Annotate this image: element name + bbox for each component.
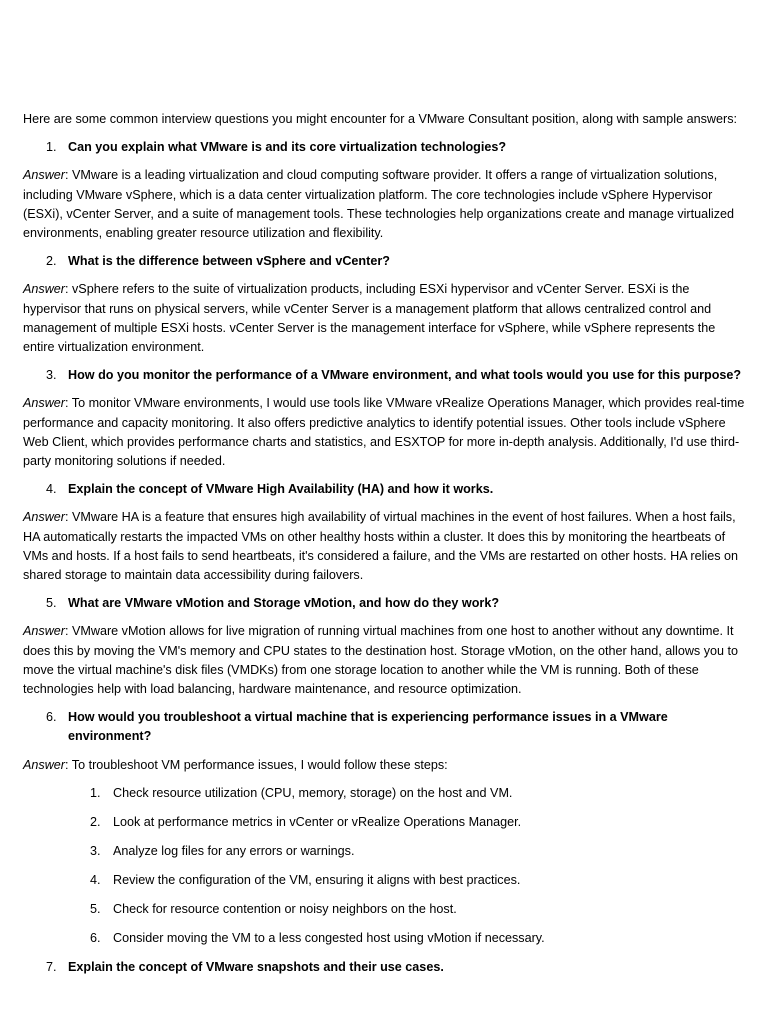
step-text: Review the configuration of the VM, ensuring it aligns with best practices. <box>113 872 521 887</box>
question-number: 5. <box>46 596 57 611</box>
answer-label: Answer <box>23 168 65 183</box>
answer-label: Answer <box>23 282 65 297</box>
document-page <box>23 110 745 986</box>
question-text: What is the difference between vSphere and vCenter? <box>68 254 390 269</box>
question-number: 6. <box>46 710 57 725</box>
question-text: Explain the concept of VMware snapshots and their use cases. <box>68 959 444 974</box>
troubleshoot-step <box>23 784 745 803</box>
troubleshoot-step <box>23 813 745 832</box>
question-text: Can you explain what VMware is and its core virtualization technologies? <box>68 140 507 155</box>
answer-label: Answer <box>23 510 65 525</box>
answer-text: : VMware is a leading virtualization and cloud computing software provider. It offers a range of virtualization solutions, including VMware vSphere, which is a data center virtualization platform. The core technologies include vSphere Hypervisor (ESXi), vCenter Server, and a suite of management tools. These technologies help organizations create and manage virtualized environments, enabling greater resource utilization and flexibility. <box>23 168 735 241</box>
answer-text: : To troubleshoot VM performance issues, I would follow these steps: <box>65 757 448 772</box>
answer-4 <box>23 508 745 585</box>
step-number: 5. <box>90 901 101 916</box>
answer-text: : VMware HA is a feature that ensures high availability of virtual machines in the event of host failures. When a host fails, HA automatically restarts the impacted VMs on other healthy hosts within a cluster. It does this by monitoring the heartbeats of VMs and hosts. If a host fails to send heartbeats, it's considered a failure, and the VMs are restarted on other hosts. HA relies on shared storage to maintain data accessibility during failovers. <box>23 510 739 583</box>
step-number: 6. <box>90 930 101 945</box>
question-2 <box>23 252 745 271</box>
step-number: 1. <box>90 785 101 800</box>
answer-text: : To monitor VMware environments, I would use tools like VMware vRealize Operations Manager, which provides real-time performance and capacity monitoring. It also offers predictive analytics to identify potential issues. Other tools include vSphere Web Client, which provides performance charts and statistics, and ESXTOP for more in-depth analysis. Additionally, I'd use third-party monitoring solutions if needed. <box>23 396 745 469</box>
answer-2 <box>23 280 745 357</box>
question-1 <box>23 138 745 157</box>
question-number: 4. <box>46 482 57 497</box>
question-number: 1. <box>46 140 57 155</box>
intro-paragraph: Here are some common interview questions you might encounter for a VMware Consultant position, along with sample answers: <box>23 112 737 126</box>
question-text: How do you monitor the performance of a VMware environment, and what tools would you use for this purpose? <box>68 368 742 383</box>
question-3 <box>23 366 745 385</box>
step-text: Consider moving the VM to a less congested host using vMotion if necessary. <box>113 930 545 945</box>
question-number: 3. <box>46 368 57 383</box>
step-number: 4. <box>90 872 101 887</box>
answer-label: Answer <box>23 396 65 411</box>
answer-text: : vSphere refers to the suite of virtualization products, including ESXi hypervisor and vCenter Server. ESXi is the hypervisor that runs on physical servers, while vCenter Server is a management platform that allows centralized control and management of multiple ESXi hosts. vCenter Server is the management interface for vSphere, while vSphere represents the entire virtualization environment. <box>23 282 716 355</box>
question-6 <box>23 708 745 746</box>
answer-text: : VMware vMotion allows for live migration of running virtual machines from one host to another without any downtime. It does this by moving the VM's memory and CPU states to the destination host. Storage vMotion, on the other hand, allows you to move the virtual machine's disk files (VMDKs) from one storage location to another while the VM is running. Both of these technologies help with load balancing, hardware maintenance, and resource optimization. <box>23 624 739 697</box>
question-4 <box>23 480 745 499</box>
step-text: Check for resource contention or noisy neighbors on the host. <box>113 901 457 916</box>
question-7 <box>23 958 745 977</box>
answer-3 <box>23 394 745 471</box>
answer-label: Answer <box>23 757 65 772</box>
troubleshoot-step <box>23 842 745 861</box>
troubleshoot-step <box>23 929 745 948</box>
step-number: 2. <box>90 814 101 829</box>
step-text: Analyze log files for any errors or warnings. <box>113 843 355 858</box>
step-number: 3. <box>90 843 101 858</box>
answer-5 <box>23 622 745 699</box>
troubleshoot-step <box>23 871 745 890</box>
question-text: What are VMware vMotion and Storage vMotion, and how do they work? <box>68 596 500 611</box>
question-text: How would you troubleshoot a virtual machine that is experiencing performance issues in a VMware environment? <box>68 710 668 744</box>
answer-label: Answer <box>23 624 65 639</box>
question-number: 7. <box>46 959 57 974</box>
question-number: 2. <box>46 254 57 269</box>
answer-1 <box>23 166 745 243</box>
troubleshoot-step <box>23 900 745 919</box>
step-text: Check resource utilization (CPU, memory, storage) on the host and VM. <box>113 785 513 800</box>
answer-6 <box>23 756 745 775</box>
step-text: Look at performance metrics in vCenter or vRealize Operations Manager. <box>113 814 522 829</box>
question-5 <box>23 594 745 613</box>
question-text: Explain the concept of VMware High Availability (HA) and how it works. <box>68 482 494 497</box>
